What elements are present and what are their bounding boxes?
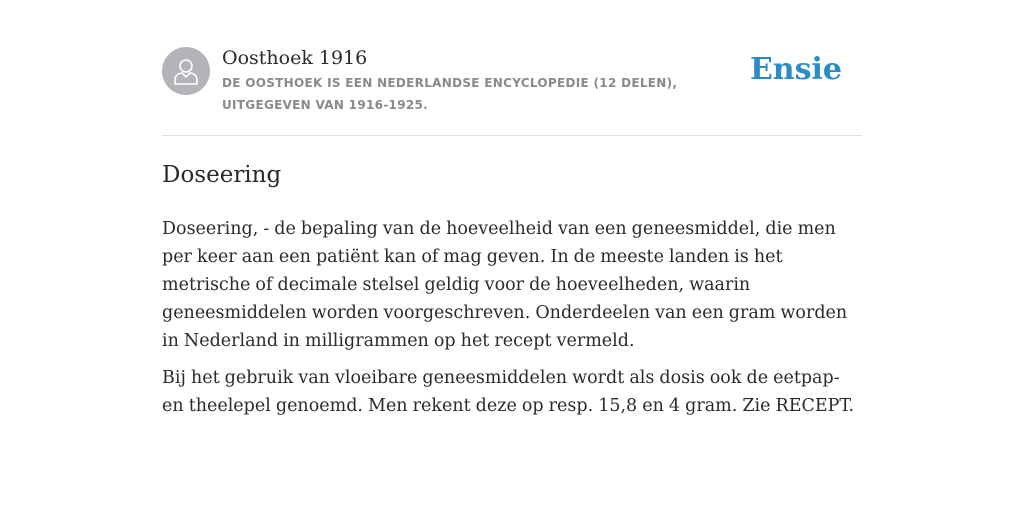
source-avatar[interactable]	[162, 47, 210, 95]
article	[162, 158, 862, 429]
ensie-logo-link[interactable]: Ensie	[749, 52, 842, 87]
article-paragraph: Bij het gebruik van vloeibare geneesmiddelen wordt als dosis ook de eetpap- en theelepel genoemd. Men rekent deze op resp. 15,8 en 4 gram. Zie RECEPT.	[162, 368, 855, 416]
article-paragraph: Doseering, - de bepaling van de hoeveelheid van een geneesmiddel, die men per keer aan een patiënt kan of mag geven. In de meeste landen is het metrische of decimale stelsel geldig voor de hoeveelheden, waarin geneesmiddelen worden voorgeschreven. Onderdeelen van een gram worden in Nederland in milligrammen op het recept vermeld.	[162, 219, 848, 351]
header-divider	[162, 135, 862, 136]
source-header	[162, 46, 862, 116]
source-title[interactable]: Oosthoek 1916	[222, 47, 368, 69]
user-icon	[173, 57, 199, 85]
source-description: DE OOSTHOEK IS EEN NEDERLANDSE ENCYCLOPEDIE (12 DELEN), UITGEGEVEN VAN 1916-1925.	[222, 76, 678, 112]
article-title: Doseering	[162, 162, 282, 188]
